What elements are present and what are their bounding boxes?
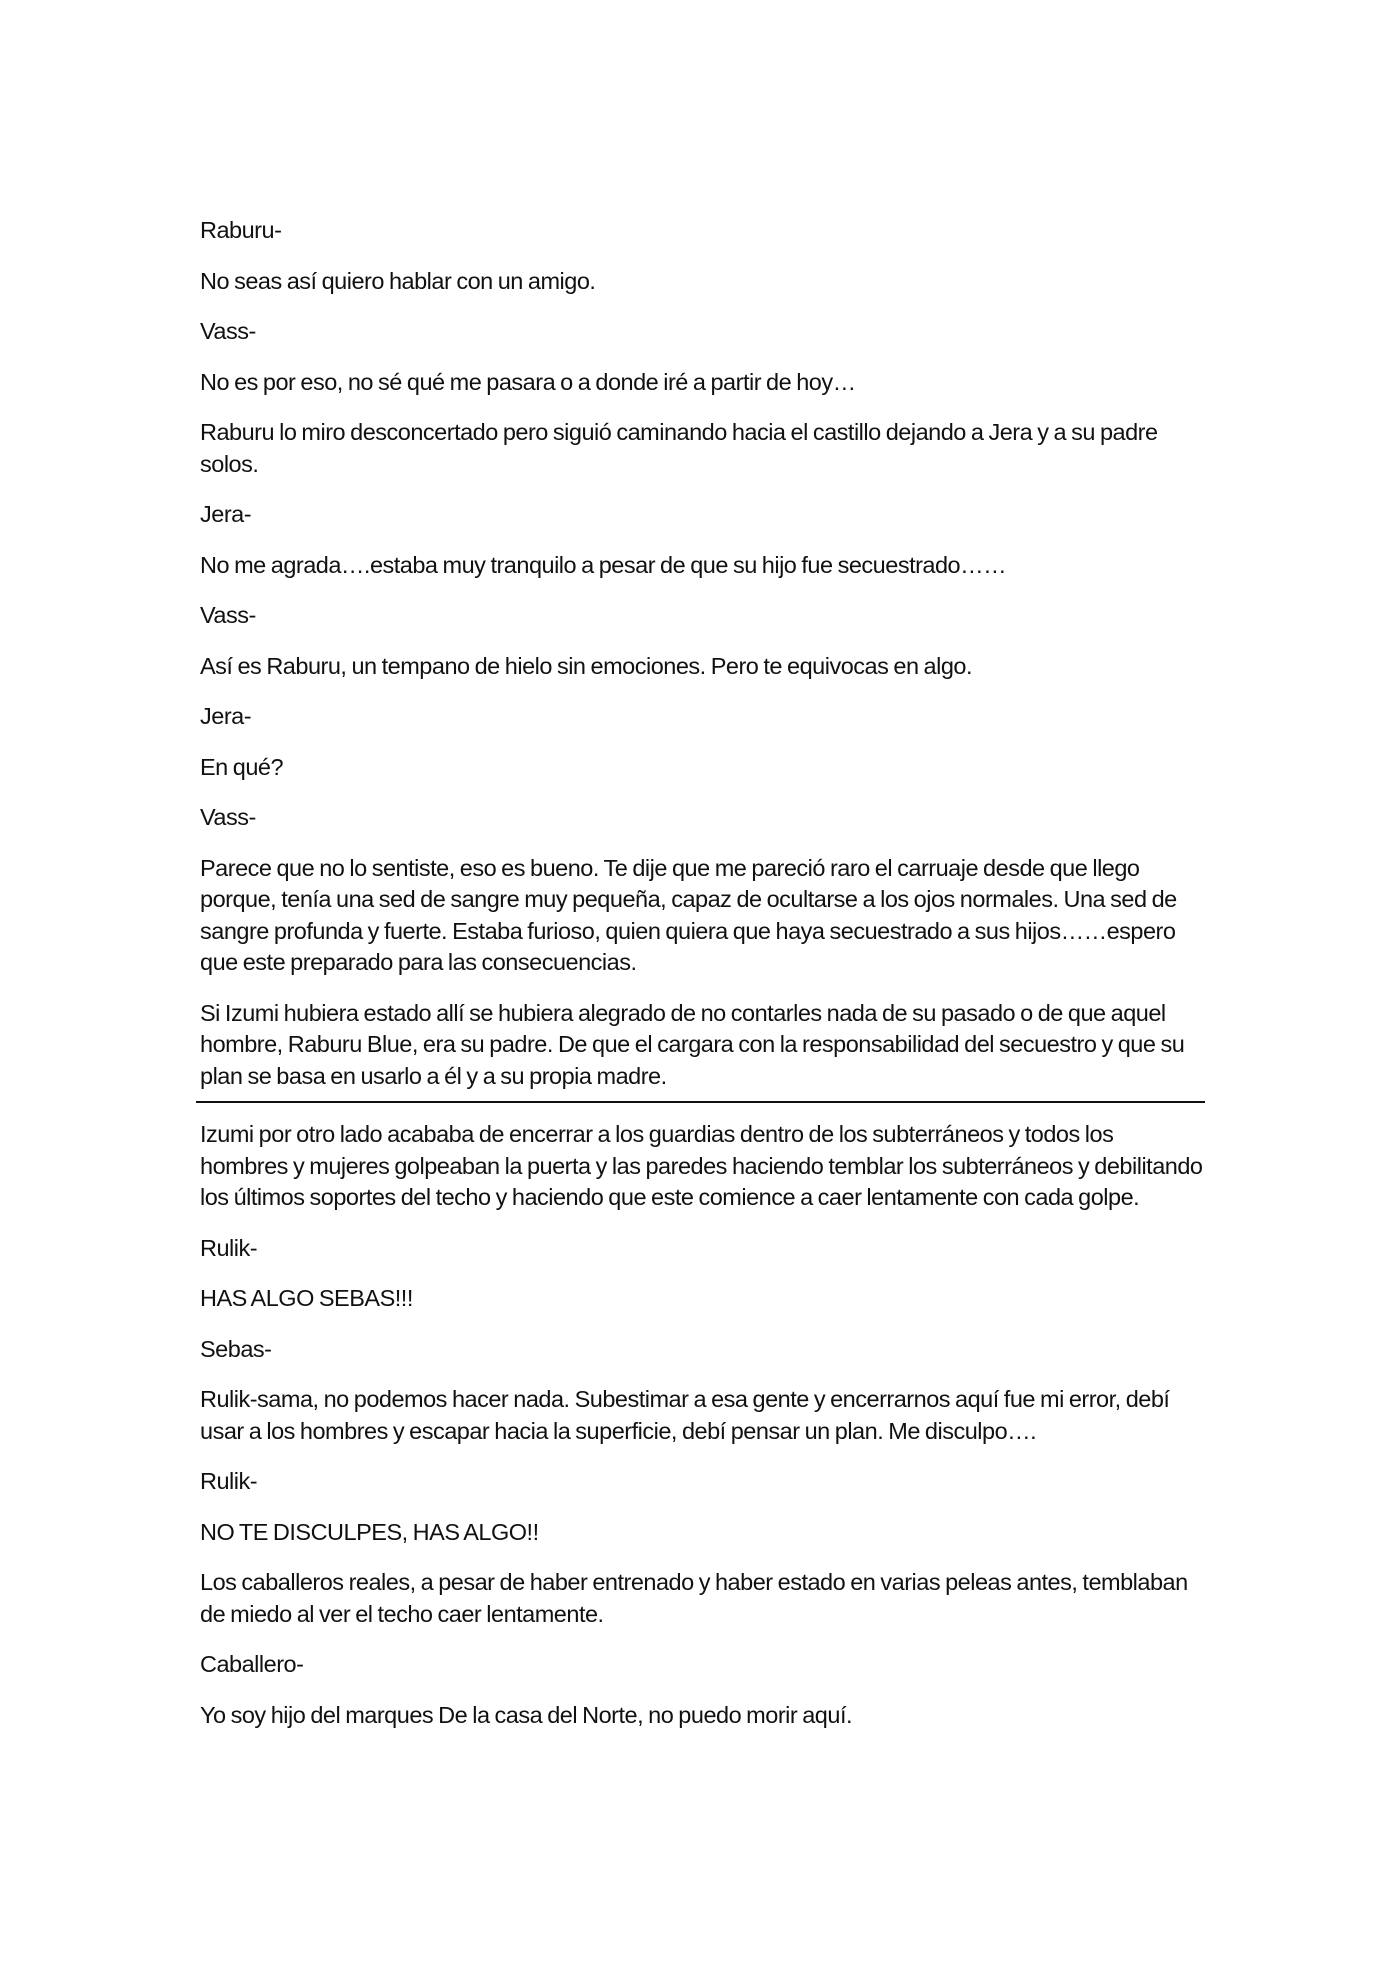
document-page (200, 215, 1205, 1750)
speaker-label: Caballero- (200, 1651, 304, 1677)
dialogue-paragraph: En qué? (200, 753, 284, 780)
speaker-label: Vass- (200, 318, 256, 344)
speaker-label: Raburu- (200, 217, 282, 243)
dialogue-paragraph: No es por eso, no sé qué me pasara o a donde iré a partir de hoy… (200, 368, 856, 395)
speaker-label: Vass- (200, 602, 256, 628)
narration-paragraph: Si Izumi hubiera estado allí se hubiera alegrado de no contarles nada de su pasado o de que aquel hombre, Raburu Blue, era su padre. De que el cargara con la responsabilidad del secuestro y que su plan se basa en usarlo a él y a su propia madre. (200, 999, 1185, 1089)
speaker-label: Sebas- (200, 1335, 272, 1362)
dialogue-paragraph: No seas así quiero hablar con un amigo. (200, 267, 596, 294)
dialogue-paragraph: Parece que no lo sentiste, eso es bueno. Te dije que me pareció raro el carruaje desde que llego porque, tenía una sed de sangre muy pequeña, capaz de ocultarse a los ojos normales. Una sed de sangre profunda y fuerte. Estaba furioso, quien quiera que haya secuestrado a sus hijos……espero que este preparado para las consecuencias. (200, 854, 1177, 975)
dialogue-paragraph: NO TE DISCULPES, HAS ALGO!! (200, 1518, 539, 1545)
narration-paragraph: Raburu lo miro desconcertado pero siguió caminando hacia el castillo dejando a Jera y a su padre solos. (200, 419, 1158, 477)
speaker-label: Rulik- (200, 1234, 258, 1261)
speaker-label: Vass- (200, 804, 256, 830)
narration-paragraph: Izumi por otro lado acababa de encerrar a los guardias dentro de los subterráneos y todos los hombres y mujeres golpeaban la puerta y las paredes haciendo temblar los subterráneos y debilitando los últimos soportes del techo y haciendo que este comience a caer lentamente con cada golpe. (200, 1121, 1203, 1210)
speaker-label: Jera- (200, 501, 252, 527)
dialogue-paragraph: Así es Raburu, un tempano de hielo sin emociones. Pero te equivocas en algo. (200, 652, 973, 679)
section-divider (196, 1101, 1205, 1103)
dialogue-paragraph: Yo soy hijo del marques De la casa del Norte, no puedo morir aquí. (200, 1701, 853, 1728)
dialogue-paragraph: Rulik-sama, no podemos hacer nada. Subestimar a esa gente y encerrarnos aquí fue mi error, debí usar a los hombres y escapar hacia la superficie, debí pensar un plan. Me disculpo…. (200, 1386, 1170, 1444)
speaker-label: Rulik- (200, 1468, 258, 1494)
narration-paragraph: Los caballeros reales, a pesar de haber entrenado y haber estado en varias peleas antes, temblaban de miedo al ver el techo caer lentamente. (200, 1569, 1188, 1627)
dialogue-paragraph: HAS ALGO SEBAS!!! (200, 1285, 413, 1311)
dialogue-paragraph: No me agrada….estaba muy tranquilo a pesar de que su hijo fue secuestrado…… (200, 551, 1007, 578)
speaker-label: Jera- (200, 703, 252, 729)
